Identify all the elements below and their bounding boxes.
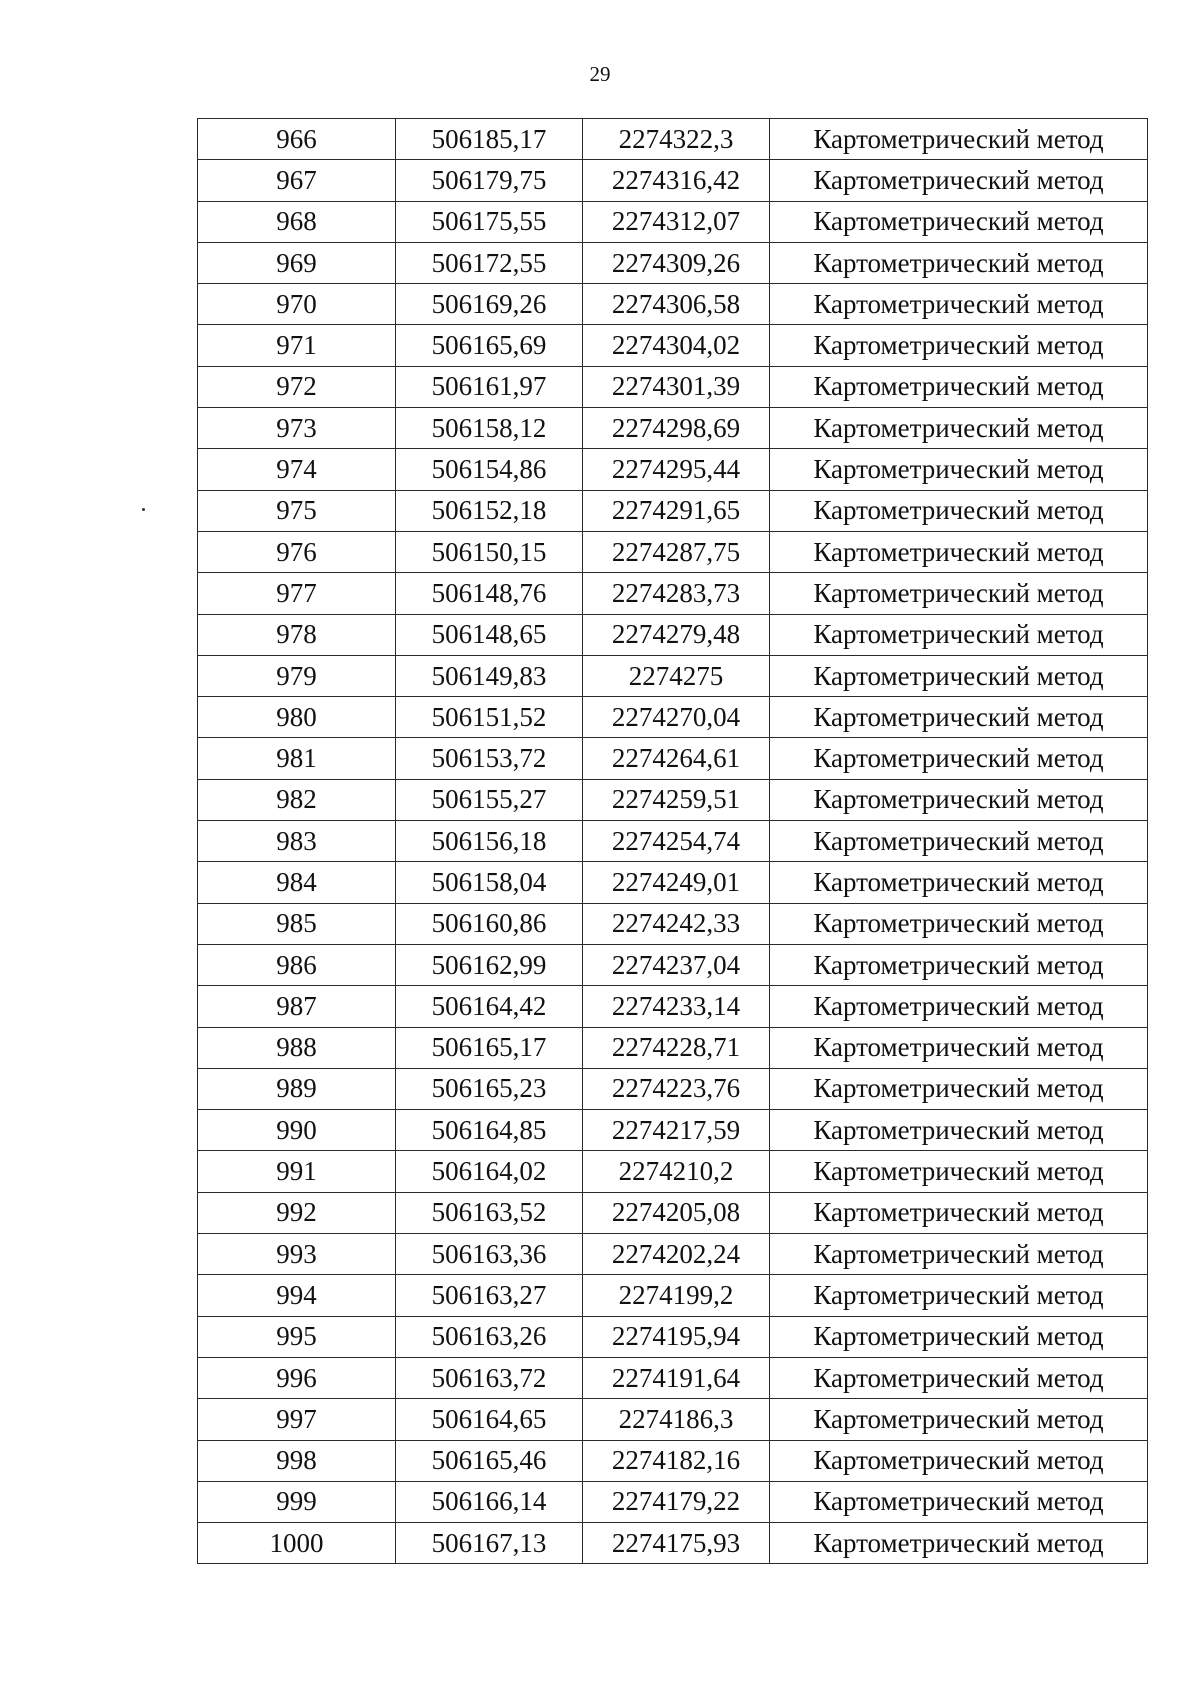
table-row <box>198 531 1148 572</box>
point-number-cell: 998 <box>198 1440 396 1481</box>
point-number-cell: 973 <box>198 408 396 449</box>
point-number-cell: 977 <box>198 573 396 614</box>
table-row <box>198 1275 1148 1316</box>
point-number-cell: 968 <box>198 201 396 242</box>
table-row <box>198 738 1148 779</box>
method-cell: Картометрический метод <box>770 738 1148 779</box>
table-row <box>198 160 1148 201</box>
method-cell: Картометрический метод <box>770 1440 1148 1481</box>
x-coordinate-cell: 506151,52 <box>396 697 583 738</box>
point-number-cell: 996 <box>198 1357 396 1398</box>
table-row <box>198 1068 1148 1109</box>
x-coordinate-cell: 506158,12 <box>396 408 583 449</box>
table-row <box>198 1151 1148 1192</box>
point-number-cell: 997 <box>198 1399 396 1440</box>
method-cell: Картометрический метод <box>770 1357 1148 1398</box>
x-coordinate-cell: 506165,17 <box>396 1027 583 1068</box>
method-cell: Картометрический метод <box>770 160 1148 201</box>
table-row <box>198 408 1148 449</box>
method-cell: Картометрический метод <box>770 490 1148 531</box>
table-row <box>198 1234 1148 1275</box>
table-row <box>198 944 1148 985</box>
x-coordinate-cell: 506163,36 <box>396 1234 583 1275</box>
point-number-cell: 976 <box>198 531 396 572</box>
point-number-cell: 972 <box>198 366 396 407</box>
x-coordinate-cell: 506166,14 <box>396 1481 583 1522</box>
x-coordinate-cell: 506163,52 <box>396 1192 583 1233</box>
method-cell: Картометрический метод <box>770 201 1148 242</box>
point-number-cell: 975 <box>198 490 396 531</box>
point-number-cell: 999 <box>198 1481 396 1522</box>
table-row <box>198 449 1148 490</box>
method-cell: Картометрический метод <box>770 325 1148 366</box>
method-cell: Картометрический метод <box>770 1192 1148 1233</box>
method-cell: Картометрический метод <box>770 1068 1148 1109</box>
method-cell: Картометрический метод <box>770 119 1148 160</box>
method-cell: Картометрический метод <box>770 1151 1148 1192</box>
y-coordinate-cell: 2274304,02 <box>583 325 770 366</box>
x-coordinate-cell: 506158,04 <box>396 862 583 903</box>
y-coordinate-cell: 2274195,94 <box>583 1316 770 1357</box>
y-coordinate-cell: 2274228,71 <box>583 1027 770 1068</box>
point-number-cell: 988 <box>198 1027 396 1068</box>
method-cell: Картометрический метод <box>770 573 1148 614</box>
method-cell: Картометрический метод <box>770 1399 1148 1440</box>
point-number-cell: 993 <box>198 1234 396 1275</box>
method-cell: Картометрический метод <box>770 697 1148 738</box>
table-row <box>198 1523 1148 1564</box>
method-cell: Картометрический метод <box>770 1110 1148 1151</box>
y-coordinate-cell: 2274298,69 <box>583 408 770 449</box>
method-cell: Картометрический метод <box>770 1234 1148 1275</box>
y-coordinate-cell: 2274182,16 <box>583 1440 770 1481</box>
point-number-cell: 982 <box>198 779 396 820</box>
y-coordinate-cell: 2274199,2 <box>583 1275 770 1316</box>
point-number-cell: 967 <box>198 160 396 201</box>
table-row <box>198 284 1148 325</box>
method-cell: Картометрический метод <box>770 655 1148 696</box>
method-cell: Картометрический метод <box>770 1481 1148 1522</box>
method-cell: Картометрический метод <box>770 1027 1148 1068</box>
point-number-cell: 990 <box>198 1110 396 1151</box>
point-number-cell: 978 <box>198 614 396 655</box>
table-row <box>198 697 1148 738</box>
point-number-cell: 987 <box>198 986 396 1027</box>
table-row <box>198 986 1148 1027</box>
x-coordinate-cell: 506154,86 <box>396 449 583 490</box>
x-coordinate-cell: 506165,46 <box>396 1440 583 1481</box>
method-cell: Картометрический метод <box>770 862 1148 903</box>
point-number-cell: 981 <box>198 738 396 779</box>
method-cell: Картометрический метод <box>770 408 1148 449</box>
table-row <box>198 1316 1148 1357</box>
point-number-cell: 992 <box>198 1192 396 1233</box>
x-coordinate-cell: 506167,13 <box>396 1523 583 1564</box>
y-coordinate-cell: 2274191,64 <box>583 1357 770 1398</box>
table-row <box>198 490 1148 531</box>
method-cell: Картометрический метод <box>770 1316 1148 1357</box>
table-row <box>198 1440 1148 1481</box>
y-coordinate-cell: 2274254,74 <box>583 821 770 862</box>
x-coordinate-cell: 506185,17 <box>396 119 583 160</box>
x-coordinate-cell: 506162,99 <box>396 944 583 985</box>
table-row <box>198 903 1148 944</box>
table-row <box>198 573 1148 614</box>
table-row <box>198 779 1148 820</box>
method-cell: Картометрический метод <box>770 821 1148 862</box>
method-cell: Картометрический метод <box>770 903 1148 944</box>
y-coordinate-cell: 2274316,42 <box>583 160 770 201</box>
y-coordinate-cell: 2274249,01 <box>583 862 770 903</box>
coordinates-table <box>197 118 1148 1564</box>
point-number-cell: 995 <box>198 1316 396 1357</box>
y-coordinate-cell: 2274270,04 <box>583 697 770 738</box>
method-cell: Картометрический метод <box>770 986 1148 1027</box>
scan-speck <box>142 508 145 511</box>
table-row <box>198 1399 1148 1440</box>
table-row <box>198 862 1148 903</box>
method-cell: Картометрический метод <box>770 944 1148 985</box>
x-coordinate-cell: 506149,83 <box>396 655 583 696</box>
table-row <box>198 1357 1148 1398</box>
x-coordinate-cell: 506163,27 <box>396 1275 583 1316</box>
x-coordinate-cell: 506164,42 <box>396 986 583 1027</box>
method-cell: Картометрический метод <box>770 242 1148 283</box>
x-coordinate-cell: 506155,27 <box>396 779 583 820</box>
point-number-cell: 1000 <box>198 1523 396 1564</box>
point-number-cell: 970 <box>198 284 396 325</box>
x-coordinate-cell: 506163,26 <box>396 1316 583 1357</box>
x-coordinate-cell: 506163,72 <box>396 1357 583 1398</box>
x-coordinate-cell: 506179,75 <box>396 160 583 201</box>
x-coordinate-cell: 506165,23 <box>396 1068 583 1109</box>
table-row <box>198 242 1148 283</box>
y-coordinate-cell: 2274291,65 <box>583 490 770 531</box>
y-coordinate-cell: 2274237,04 <box>583 944 770 985</box>
y-coordinate-cell: 2274312,07 <box>583 201 770 242</box>
table-row <box>198 1481 1148 1522</box>
point-number-cell: 966 <box>198 119 396 160</box>
table-row <box>198 614 1148 655</box>
table-row <box>198 655 1148 696</box>
point-number-cell: 985 <box>198 903 396 944</box>
y-coordinate-cell: 2274259,51 <box>583 779 770 820</box>
table-row <box>198 366 1148 407</box>
x-coordinate-cell: 506164,85 <box>396 1110 583 1151</box>
point-number-cell: 983 <box>198 821 396 862</box>
x-coordinate-cell: 506148,65 <box>396 614 583 655</box>
y-coordinate-cell: 2274186,3 <box>583 1399 770 1440</box>
page-number: 29 <box>589 62 611 86</box>
point-number-cell: 969 <box>198 242 396 283</box>
x-coordinate-cell: 506148,76 <box>396 573 583 614</box>
method-cell: Картометрический метод <box>770 1275 1148 1316</box>
y-coordinate-cell: 2274175,93 <box>583 1523 770 1564</box>
method-cell: Картометрический метод <box>770 614 1148 655</box>
x-coordinate-cell: 506152,18 <box>396 490 583 531</box>
table-row <box>198 1027 1148 1068</box>
x-coordinate-cell: 506156,18 <box>396 821 583 862</box>
y-coordinate-cell: 2274179,22 <box>583 1481 770 1522</box>
y-coordinate-cell: 2274264,61 <box>583 738 770 779</box>
table-row <box>198 1110 1148 1151</box>
y-coordinate-cell: 2274275 <box>583 655 770 696</box>
y-coordinate-cell: 2274223,76 <box>583 1068 770 1109</box>
method-cell: Картометрический метод <box>770 1523 1148 1564</box>
table-row <box>198 119 1148 160</box>
method-cell: Картометрический метод <box>770 284 1148 325</box>
x-coordinate-cell: 506150,15 <box>396 531 583 572</box>
y-coordinate-cell: 2274279,48 <box>583 614 770 655</box>
point-number-cell: 989 <box>198 1068 396 1109</box>
y-coordinate-cell: 2274301,39 <box>583 366 770 407</box>
y-coordinate-cell: 2274242,33 <box>583 903 770 944</box>
y-coordinate-cell: 2274233,14 <box>583 986 770 1027</box>
table-row <box>198 201 1148 242</box>
y-coordinate-cell: 2274217,59 <box>583 1110 770 1151</box>
x-coordinate-cell: 506175,55 <box>396 201 583 242</box>
table-row <box>198 325 1148 366</box>
table-row <box>198 821 1148 862</box>
point-number-cell: 974 <box>198 449 396 490</box>
point-number-cell: 994 <box>198 1275 396 1316</box>
point-number-cell: 986 <box>198 944 396 985</box>
point-number-cell: 984 <box>198 862 396 903</box>
y-coordinate-cell: 2274283,73 <box>583 573 770 614</box>
point-number-cell: 971 <box>198 325 396 366</box>
x-coordinate-cell: 506172,55 <box>396 242 583 283</box>
y-coordinate-cell: 2274309,26 <box>583 242 770 283</box>
method-cell: Картометрический метод <box>770 366 1148 407</box>
y-coordinate-cell: 2274210,2 <box>583 1151 770 1192</box>
y-coordinate-cell: 2274205,08 <box>583 1192 770 1233</box>
method-cell: Картометрический метод <box>770 449 1148 490</box>
x-coordinate-cell: 506160,86 <box>396 903 583 944</box>
coordinates-table-body <box>198 119 1148 1564</box>
x-coordinate-cell: 506165,69 <box>396 325 583 366</box>
y-coordinate-cell: 2274287,75 <box>583 531 770 572</box>
x-coordinate-cell: 506164,02 <box>396 1151 583 1192</box>
y-coordinate-cell: 2274202,24 <box>583 1234 770 1275</box>
x-coordinate-cell: 506169,26 <box>396 284 583 325</box>
point-number-cell: 991 <box>198 1151 396 1192</box>
y-coordinate-cell: 2274306,58 <box>583 284 770 325</box>
point-number-cell: 980 <box>198 697 396 738</box>
table-row <box>198 1192 1148 1233</box>
point-number-cell: 979 <box>198 655 396 696</box>
method-cell: Картометрический метод <box>770 779 1148 820</box>
x-coordinate-cell: 506153,72 <box>396 738 583 779</box>
x-coordinate-cell: 506161,97 <box>396 366 583 407</box>
y-coordinate-cell: 2274322,3 <box>583 119 770 160</box>
method-cell: Картометрический метод <box>770 531 1148 572</box>
y-coordinate-cell: 2274295,44 <box>583 449 770 490</box>
x-coordinate-cell: 506164,65 <box>396 1399 583 1440</box>
